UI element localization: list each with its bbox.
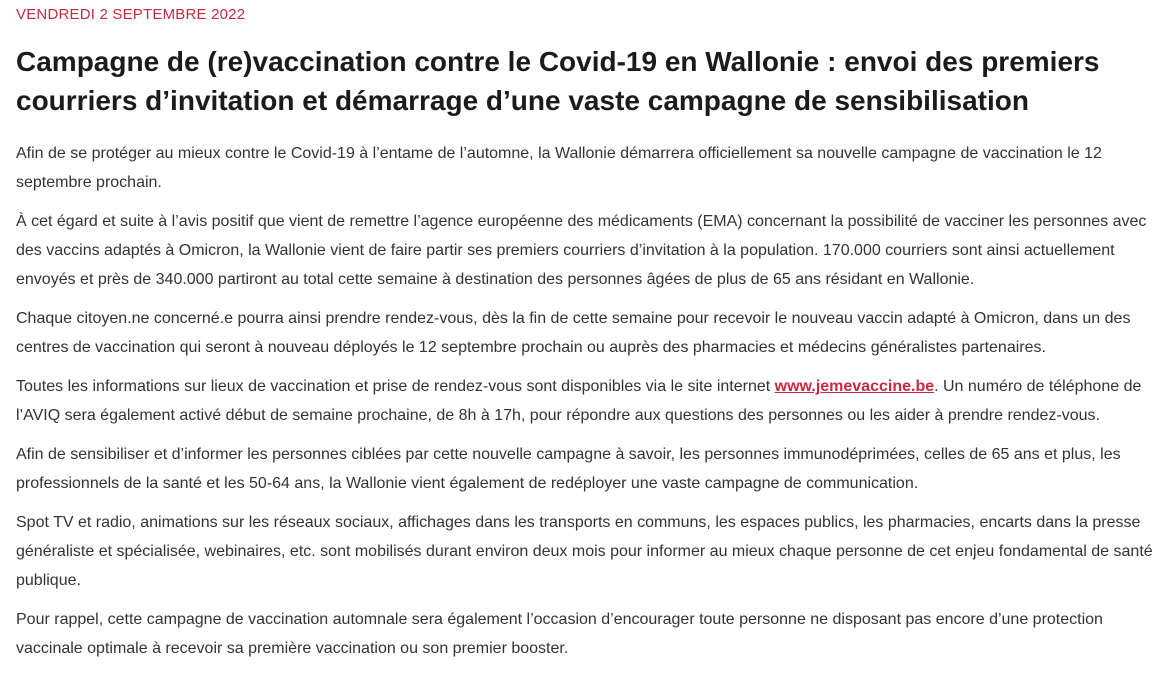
paragraph-rappel: Pour rappel, cette campagne de vaccination automnale sera également l’occasion d’encourager toute personne ne disposant pas encore d’une protection vaccinale optimale à recevoir sa première vaccination ou son premier booster. [16, 611, 1103, 657]
paragraph-communication: Spot TV et radio, animations sur les réseaux sociaux, affichages dans les transports en communs, les espaces publics, les pharmacies, encarts dans la presse généraliste et spécialisée, webinaires, etc. sont mobilisés durant environ deux mois pour informer au mieux chaque personne de cet enjeu fondamental de santé publique. [16, 514, 1153, 589]
paragraph-sensibilisation: Afin de sensibiliser et d’informer les personnes ciblées par cette nouvelle campagne à savoir, les personnes immunodéprimées, celles de 65 ans et plus, les professionnels de la santé et les 50-64 ans, la Wallonie vient également de redéployer une vaste campagne de communication. [16, 446, 1121, 492]
jemevaccine-link[interactable]: www.jemevaccine.be [774, 378, 935, 395]
paragraph-informations-after-link: . Un numéro de téléphone de l’AVIQ sera également activé début de semaine prochaine, de 8h à 17h, pour répondre aux questions des personnes ou les aider à prendre rendez-vous. [16, 378, 1142, 424]
paragraph-courriers: À cet égard et suite à l’avis positif que vient de remettre l’agence européenne des médicaments (EMA) concernant la possibilité de vacciner les personnes avec des vaccins adaptés à Omicron, la Wallonie vient de faire partir ses premiers courriers d’invitation à la population. 170.000 courriers sont ainsi actuellement envoyés et près de 340.000 partiront au total cette semaine à destination des personnes âgées de plus de 65 ans résidant en Wallonie. [16, 213, 1147, 288]
article-title: Campagne de (re)vaccination contre le Covid-19 en Wallonie : envoi des premiers courriers d’invitation et démarrage d’une vaste campagne de sensibilisation [16, 46, 1100, 116]
paragraph-rendez-vous: Chaque citoyen.ne concerné.e pourra ainsi prendre rendez-vous, dès la fin de cette semaine pour recevoir le nouveau vaccin adapté à Omicron, dans un des centres de vaccination qui seront à nouveau déployés le 12 septembre prochain ou auprès des pharmacies et médecins généralistes partenaires. [16, 310, 1131, 356]
paragraph-informations-before-link: Toutes les informations sur lieux de vaccination et prise de rendez-vous sont disponibles via le site internet [16, 378, 775, 395]
paragraph-informations [16, 372, 1154, 430]
article-date: VENDREDI 2 SEPTEMBRE 2022 [16, 6, 246, 23]
paragraph-intro: Afin de se protéger au mieux contre le Covid-19 à l’entame de l’automne, la Wallonie démarrera officiellement sa nouvelle campagne de vaccination le 12 septembre prochain. [16, 145, 1102, 191]
